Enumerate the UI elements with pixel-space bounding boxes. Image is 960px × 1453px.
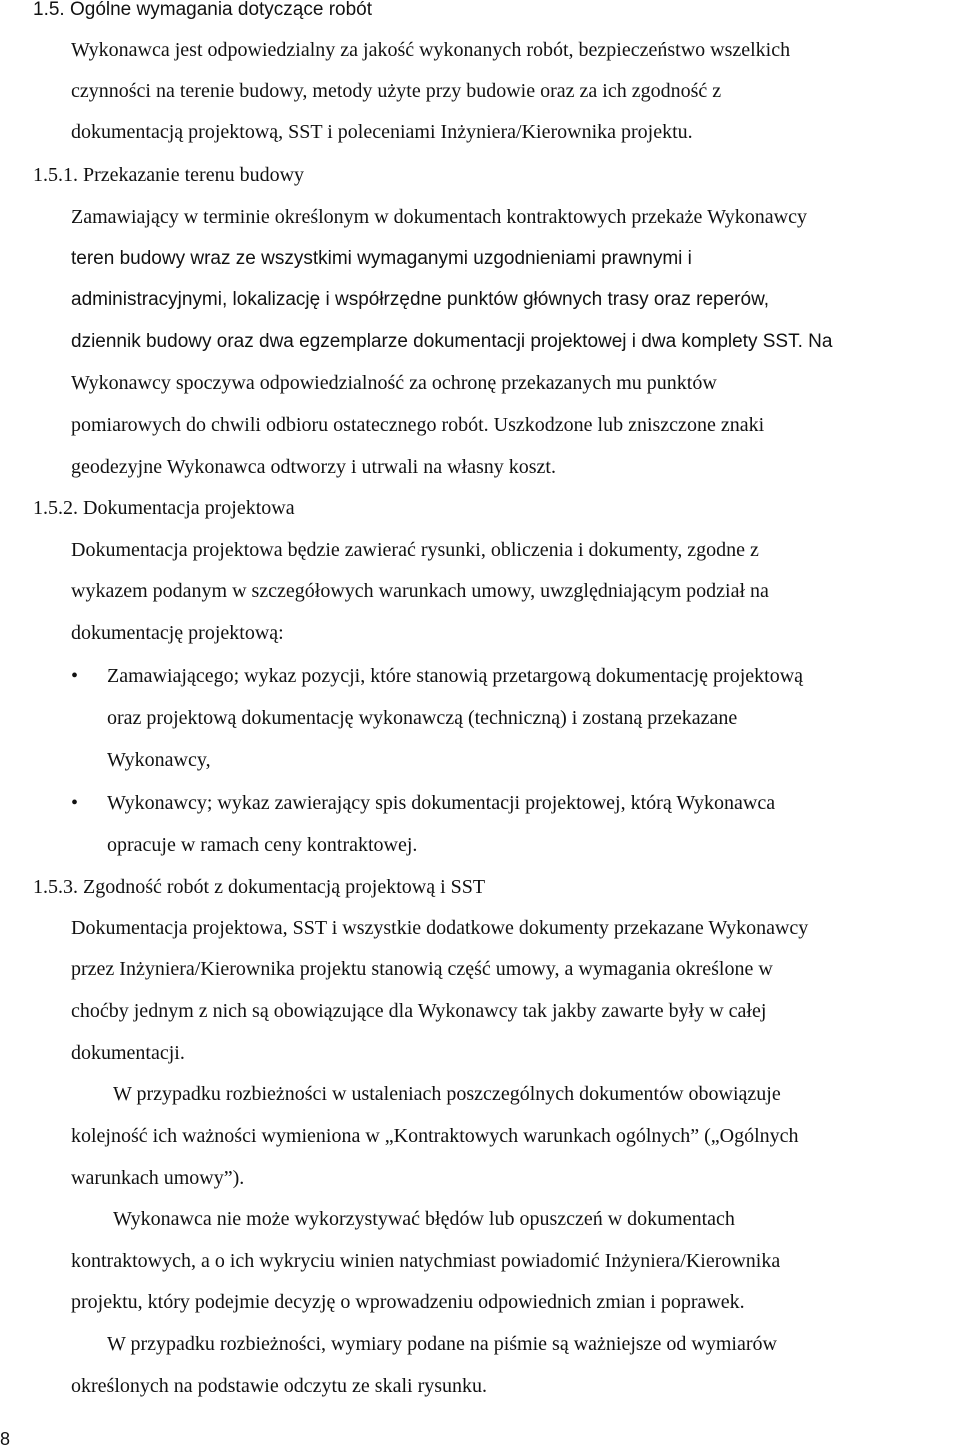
paragraph-line: dokumentację projektową: [71, 622, 284, 644]
paragraph-line: określonych na podstawie odczytu ze skali rysunku. [71, 1375, 488, 1397]
list-item-line: oraz projektową dokumentację wykonawczą (techniczną) i zostaną przekazane [107, 707, 738, 729]
bullet-marker: • [71, 792, 79, 814]
paragraph-line: geodezyjne Wykonawca odtworzy i utrwali na własny koszt. [71, 456, 556, 478]
list-item-line: Wykonawcy, [107, 749, 211, 771]
paragraph-line: Zamawiający w terminie określonym w dokumentach kontraktowych przekaże Wykonawcy [71, 206, 807, 228]
paragraph-line: dziennik budowy oraz dwa egzemplarze dokumentacji projektowej i dwa komplety SST. Na [71, 331, 833, 352]
section-heading-1-5-2: 1.5.2. Dokumentacja projektowa [33, 497, 295, 519]
paragraph-line: Wykonawcy spoczywa odpowiedzialność za ochronę przekazanych mu punktów [71, 372, 717, 394]
list-item-line: opracuje w ramach ceny kontraktowej. [107, 834, 418, 856]
list-item-line: Zamawiającego; wykaz pozycji, które stanowią przetargową dokumentację projektową [107, 665, 804, 687]
paragraph-line: dokumentacją projektową, SST i poleceniami Inżyniera/Kierownika projektu. [71, 121, 693, 143]
paragraph-line: dokumentacji. [71, 1042, 185, 1064]
section-heading-1-5-1: 1.5.1. Przekazanie terenu budowy [33, 164, 305, 186]
paragraph-line: projektu, który podejmie decyzję o wprowadzeniu odpowiednich zmian i poprawek. [71, 1291, 745, 1313]
paragraph-line: W przypadku rozbieżności w ustaleniach poszczególnych dokumentów obowiązuje [113, 1083, 781, 1105]
paragraph-line: Wykonawca nie może wykorzystywać błędów lub opuszczeń w dokumentach [113, 1208, 735, 1230]
list-item-line: Wykonawcy; wykaz zawierający spis dokumentacji projektowej, którą Wykonawca [107, 792, 776, 814]
paragraph-line: czynności na terenie budowy, metody użyte przy budowie oraz za ich zgodność z [71, 80, 722, 102]
paragraph-line: Dokumentacja projektowa będzie zawierać rysunki, obliczenia i dokumenty, zgodne z [71, 539, 759, 561]
paragraph-line: przez Inżyniera/Kierownika projektu stanowią część umowy, a wymagania określone w [71, 958, 773, 980]
paragraph-line: warunkach umowy”). [71, 1167, 245, 1189]
paragraph-line: W przypadku rozbieżności, wymiary podane na piśmie są ważniejsze od wymiarów [107, 1333, 777, 1355]
paragraph-line: wykazem podanym w szczegółowych warunkach umowy, uwzględniającym podział na [71, 580, 769, 602]
paragraph-line: administracyjnymi, lokalizację i współrzędne punktów głównych trasy oraz reperów, [71, 289, 770, 310]
paragraph-line: kontraktowych, a o ich wykryciu winien natychmiast powiadomić Inżyniera/Kierownika [71, 1250, 781, 1272]
paragraph-line: choćby jednym z nich są obowiązujące dla Wykonawcy tak jakby zawarte były w całej [71, 1000, 767, 1022]
bullet-marker: • [71, 665, 79, 687]
section-heading-1-5-3: 1.5.3. Zgodność robót z dokumentacją projektową i SST [33, 876, 486, 898]
paragraph-line: teren budowy wraz ze wszystkimi wymaganymi uzgodnieniami prawnymi i [71, 248, 692, 269]
page-number: 8 [0, 1429, 11, 1449]
paragraph-line: kolejność ich ważności wymieniona w „Kontraktowych warunkach ogólnych” („Ogólnych [71, 1125, 799, 1147]
paragraph-line: Dokumentacja projektowa, SST i wszystkie dodatkowe dokumenty przekazane Wykonawcy [71, 917, 809, 939]
section-heading-1-5: 1.5. Ogólne wymagania dotyczące robót [33, 0, 373, 20]
paragraph-line: Wykonawca jest odpowiedzialny za jakość wykonanych robót, bezpieczeństwo wszelkich [71, 39, 791, 61]
paragraph-line: pomiarowych do chwili odbioru ostatecznego robót. Uszkodzone lub zniszczone znaki [71, 414, 765, 436]
